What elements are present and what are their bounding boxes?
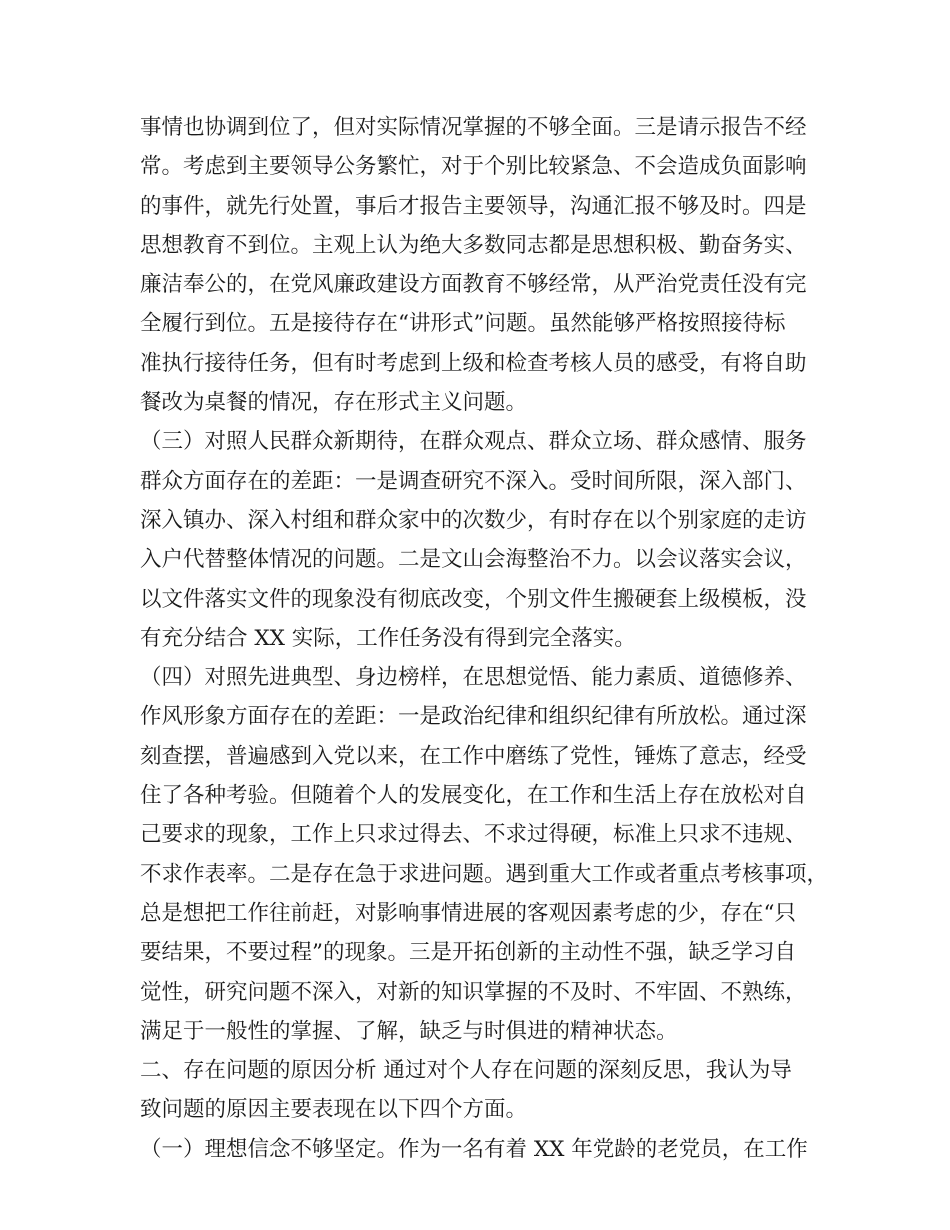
text-line: 满足于一般性的掌握、了解，缺乏与时俱进的精神状态。: [140, 1018, 678, 1044]
text-line: 刻查摆，普遍感到入党以来，在工作中磨练了党性，锤炼了意志，经受: [140, 743, 807, 769]
text-line: 思想教育不到位。主观上认为绝大多数同志都是思想积极、勤奋务实、: [140, 232, 807, 258]
section-heading-line: （三）对照人民群众新期待，在群众观点、群众立场、群众感情、服务: [140, 429, 807, 455]
text-line: 觉性，研究问题不深入，对新的知识掌握的不及时、不牢固、不熟练，: [140, 979, 807, 1005]
text-line: 事情也协调到位了，但对实际情况掌握的不够全面。三是请示报告不经: [140, 115, 807, 140]
section-heading-line: 二、存在问题的原因分析 通过对个人存在问题的深刻反思，我认为导: [140, 1058, 792, 1084]
text-line: 常。考虑到主要领导公务繁忙，对于个别比较紧急、不会造成负面影响: [140, 154, 807, 180]
text-line: 准执行接待任务，但有时考虑到上级和检查考核人员的感受，有将自助: [140, 350, 807, 376]
text-line: 群众方面存在的差距：一是调查研究不深入。受时间所限，深入部门、: [140, 468, 807, 494]
text-line: 廉洁奉公的，在党风廉政建设方面教育不够经常，从严治党责任没有完: [140, 272, 807, 298]
section-heading-line: （四）对照先进典型、身边榜样，在思想觉悟、能力素质、道德修养、: [140, 665, 807, 691]
section-heading-line: （一）理想信念不够坚定。作为一名有着 XX 年党龄的老党员，在工作: [140, 1136, 808, 1162]
text-line: 要结果，不要过程”的现象。三是开拓创新的主动性不强，缺乏学习自: [140, 940, 796, 966]
text-line: 深入镇办、深入村组和群众家中的次数少，有时存在以个别家庭的走访: [140, 507, 807, 533]
text-line: 全履行到位。五是接待存在“讲形式”问题。虽然能够严格按照接待标: [140, 311, 786, 337]
text-line: 的事件，就先行处置，事后才报告主要领导，沟通汇报不够及时。四是: [140, 193, 807, 219]
text-line: 不求作表率。二是存在急于求进问题。遇到重大工作或者重点考核事项，: [140, 861, 829, 887]
text-line: 总是想把工作往前赶，对影响事情进展的客观因素考虑的少，存在“只: [140, 900, 796, 926]
text-line: 餐改为桌餐的情况，存在形式主义问题。: [140, 390, 528, 416]
text-line: 以文件落实文件的现象没有彻底改变，个别文件生搬硬套上级模板，没: [140, 586, 807, 612]
text-line: 有充分结合 XX 实际，工作任务没有得到完全落实。: [140, 625, 636, 651]
text-line: 作风形象方面存在的差距：一是政治纪律和组织纪律有所放松。通过深: [140, 704, 807, 730]
document-body: [140, 108, 840, 1169]
text-line: 致问题的原因主要表现在以下四个方面。: [140, 1097, 528, 1123]
text-line: 入户代替整体情况的问题。二是文山会海整治不力。以会议落实会议，: [140, 547, 807, 573]
text-line: 己要求的现象，工作上只求过得去、不求过得硬，标准上只求不违规、: [140, 822, 807, 848]
text-line: 住了各种考验。但随着个人的发展变化，在工作和生活上存在放松对自: [140, 783, 807, 809]
